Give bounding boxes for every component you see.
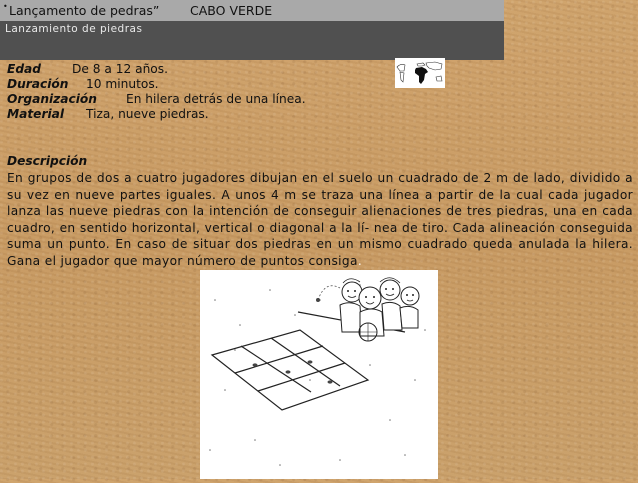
subtitle-bar: [0, 21, 504, 60]
material-label: Material: [7, 107, 65, 121]
game-title-portuguese: Lançamento de pedras”: [9, 3, 160, 18]
description-heading: Descripción: [7, 154, 88, 168]
organizacion-label: Organización: [7, 92, 97, 106]
title-bullet: •: [3, 2, 8, 11]
description-end-dot: .: [357, 253, 363, 268]
title-bar: [0, 0, 504, 21]
edad-label: Edad: [7, 62, 41, 76]
africa-map-icon: [395, 58, 445, 88]
description-text: [7, 170, 633, 269]
country-name: CABO VERDE: [190, 3, 273, 18]
edad-value: De 8 a 12 años.: [72, 62, 168, 76]
game-title-spanish: Lanzamiento de piedras: [5, 23, 143, 35]
duracion-value: 10 minutos.: [86, 77, 159, 91]
material-value: Tiza, nueve piedras.: [86, 107, 209, 121]
duracion-label: Duración: [7, 77, 69, 91]
organizacion-value: En hilera detrás de una línea.: [126, 92, 306, 106]
children-throwing-stones-illustration: [200, 270, 438, 479]
description-body: En grupos de dos a cuatro jugadores dibujan en el suelo un cuadrado de 2 m de lado, dividido a su vez en nueve partes iguales. A unos 4 m se traza una línea a partir de la cual cada jugador lanza las nueve piedras con la intención de conseguir alienaciones de tres piedras, una en cada cuadro, en sentido horizontal, vertical o diagonal a la lí- nea de tiro. Cada alineación conseguida suma un punto. En caso de situar dos piedras en un mismo cuadrado queda anulada la hilera. Gana el jugador que mayor número de puntos consiga: [7, 171, 633, 268]
